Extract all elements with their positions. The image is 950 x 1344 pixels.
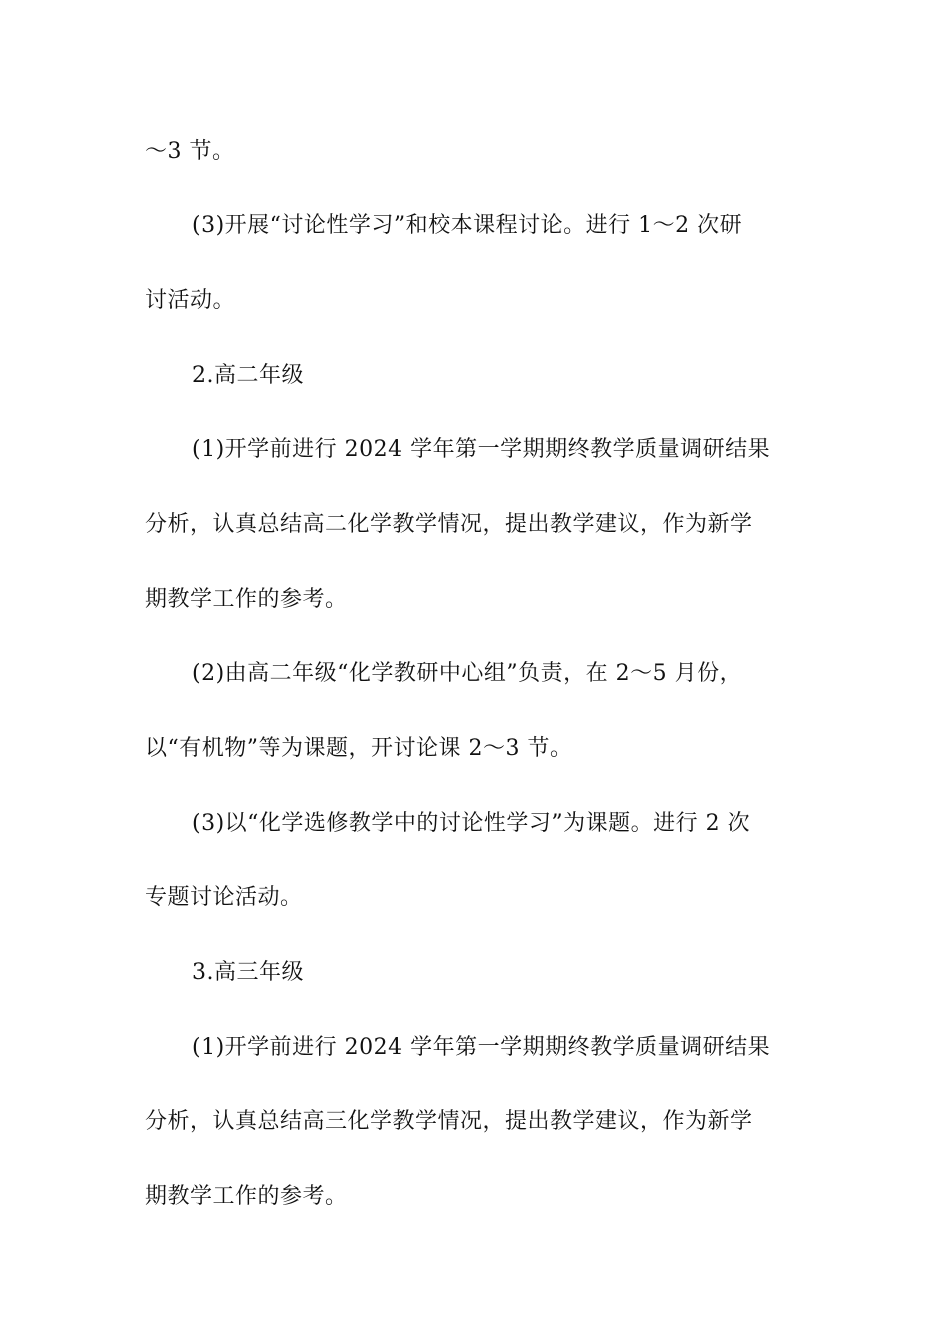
text-line: (1)开学前进行 2024 学年第一学期期终教学质量调研结果 <box>192 1035 771 1060</box>
text-line: 期教学工作的参考。 <box>145 587 348 612</box>
text-line: 专题讨论活动。 <box>145 885 303 910</box>
text-line: 以“有机物”等为课题，开讨论课 2～3 节。 <box>145 736 573 761</box>
text-line: (3)以“化学选修教学中的讨论性学习”为课题。进行 2 次 <box>192 811 751 836</box>
section-heading: 2.高二年级 <box>192 363 304 388</box>
text-line: 分析，认真总结高三化学教学情况，提出教学建议，作为新学 <box>145 1109 753 1134</box>
text-line: (3)开展“讨论性学习”和校本课程讨论。进行 1～2 次研 <box>192 213 743 238</box>
text-line: (2)由高二年级“化学教研中心组”负责，在 2～5 月份， <box>192 661 743 686</box>
section-heading: 3.高三年级 <box>192 960 304 985</box>
text-line: 期教学工作的参考。 <box>145 1184 348 1209</box>
text-line: (1)开学前进行 2024 学年第一学期期终教学质量调研结果 <box>192 437 771 462</box>
text-line: ～3 节。 <box>145 139 235 164</box>
text-line: 分析，认真总结高二化学教学情况，提出教学建议，作为新学 <box>145 512 753 537</box>
text-line: 讨活动。 <box>145 288 236 313</box>
